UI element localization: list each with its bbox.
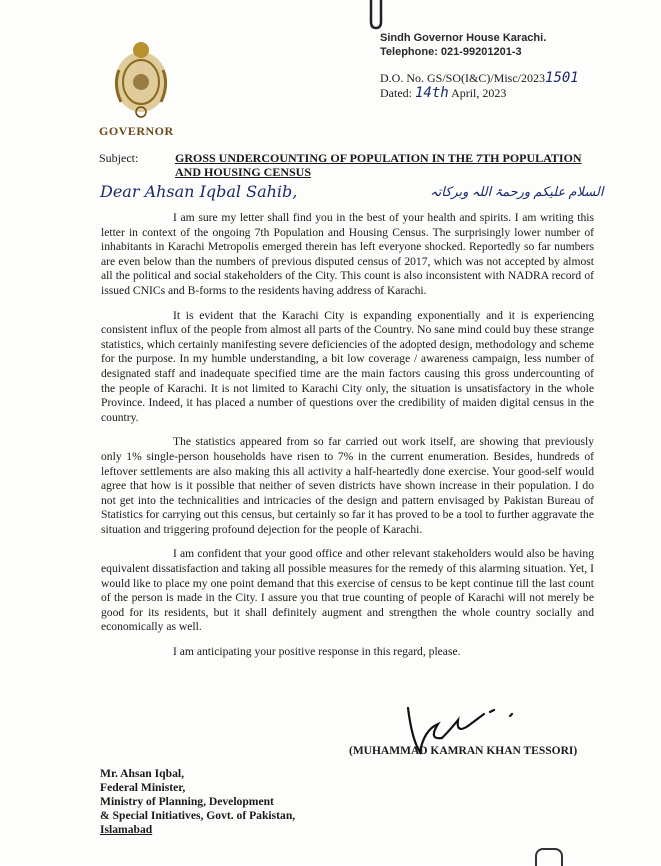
paper-clip-icon [366,0,386,30]
page-corner-mark [535,848,563,866]
recipient-block [100,767,295,837]
date-rest: April, 2023 [451,86,507,100]
signatory-name: (MUHAMMAD KAMRAN KHAN TESSORI) [349,745,578,757]
date-line [380,86,579,101]
date-handwritten: 14th [415,85,449,101]
paragraph-4: I am confident that your good office and other relevant stakeholders would also be having equivalent dissatisfaction and taking all possible measures for the remedy of this alarming situation. Yet, I would like to place my one point demand that this exercise of census to be kept continue till the last count of the person is made in the City. I assure you that true counting of people of Karachi will not merely be good for its residents, but it shall definitely augment and strengthen the whole country socially and economically as well. [101,547,594,634]
do-number [380,71,579,86]
do-number-handwritten: 1501 [545,70,579,86]
reference-block [380,71,579,101]
letterhead-address: Sindh Governor House Karachi. [380,32,547,44]
do-number-text: D.O. No. GS/SO(I&C)/Misc/2023 [380,71,546,85]
salutation: Dear Ahsan Iqbal Sahib, [100,182,298,201]
subject-label: Subject: [99,151,139,165]
letterhead-address-block [380,31,546,59]
letter-body [101,211,594,670]
dated-label: Dated: [380,86,412,100]
recipient-line-1: Mr. Ahsan Iqbal, [100,767,184,780]
paragraph-1: I am sure my letter shall find you in the best of your health and spirits. I am writing this letter in context of the ongoing 7th Population and Housing Census. The surprisingly lower number of inhabitants in Karachi Metropolis emerged therein has left everyone shocked. Reportedly so far numbers are even below than the numbers of previous disputed census of 2017, which was not accepted by almost all the political and social stakeholders of the City. This count is also inconsistent with NADRA record of issued CNICs and B-forms to the residents having address of Karachi. [101,211,594,297]
paragraph-2: It is evident that the Karachi City is expanding exponentially and it is experiencing consistent influx of the people from almost all parts of the Country. No sane mind could buy these strange statistics, which certainly manifesting severe deficiencies of the adopted design, methodology and scheme for the purpose. In my humble understanding, a bit low coverage / awareness campaign, less number of designated staff and inadequate specified time are the main factors causing this gross undercounting of the people of Karachi. It is not limited to Karachi City only, the situation is unsatisfactory in the whole Province. Indeed, it has placed a number of questions over the credibility of maiden digital census in the country. [101,308,594,424]
recipient-line-2: Federal Minister, [100,781,186,794]
salutation-arabic: السلام علیکم ورحمۃ اللہ وبرکاتہ [430,184,604,199]
subject-text: GROSS UNDERCOUNTING OF POPULATION IN THE 7TH POPULATION AND HOUSING CENSUS [175,151,582,179]
recipient-line-3: Ministry of Planning, Development [100,795,274,808]
paragraph-3: The statistics appeared from so far carried out work itself, are showing that previously only 1% single-person households have risen to 7% in the current enumeration. Besides, hundreds of leftover settlements are also making this all activity a half-heartedly done exercise. Your good-self would agree that how is it possible that neither of seven districts have shown increase in their population. I do not get into the technicalities and intricacies of the design and pattern envisaged by Pakistan Bureau of Statistics for carrying out this census, but certainly so far it has proved to be a tool to further aggravate the situation and triggering profound dejection for the people of Karachi. [101,435,594,536]
recipient-line-5: Islamabad [100,823,153,836]
closing-line: I am anticipating your positive response in this regard, please. [173,645,461,659]
letterhead-telephone: Telephone: 021-99201201-3 [380,46,522,58]
governor-title: GOVERNOR [99,124,174,138]
governor-emblem-icon [105,30,177,126]
recipient-line-4: & Special Initiatives, Govt. of Pakistan, [100,809,296,822]
